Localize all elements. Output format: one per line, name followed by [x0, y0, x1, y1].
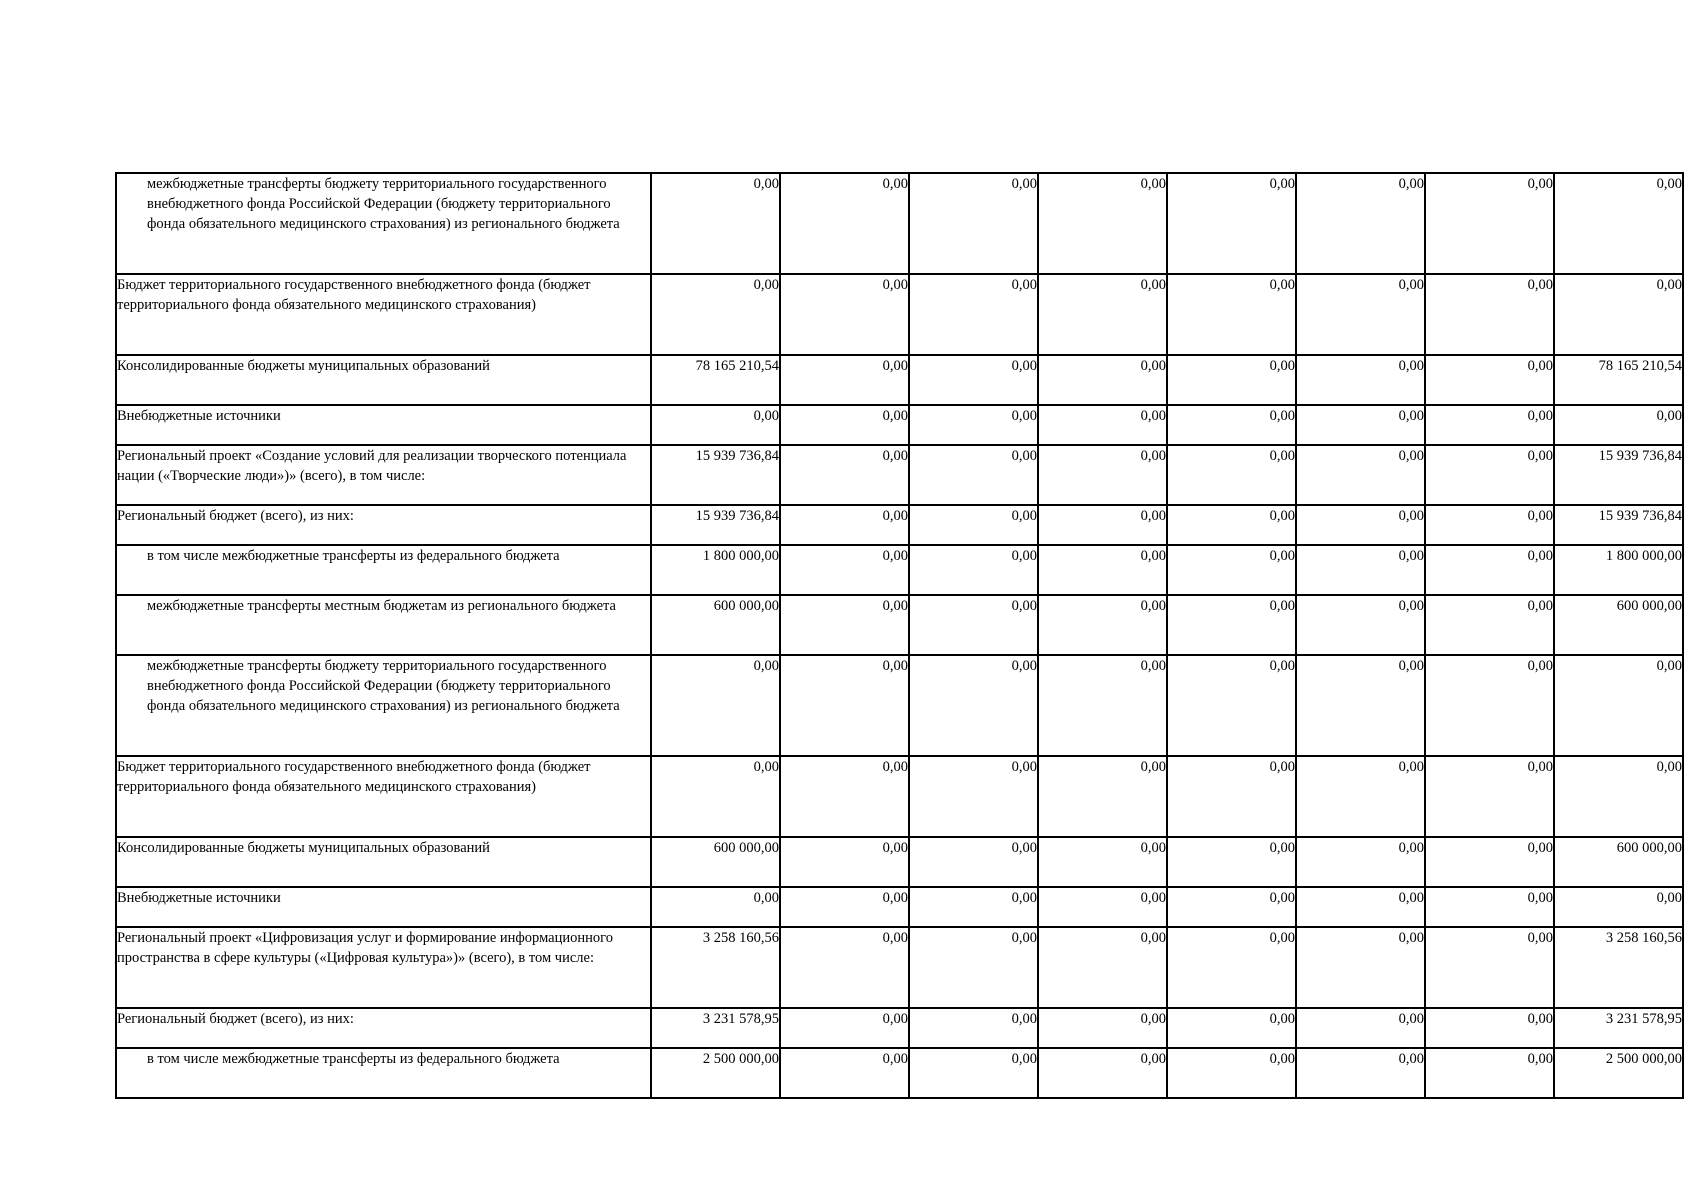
- cell-value: 0,00: [1554, 405, 1683, 445]
- cell-value: 0,00: [780, 595, 909, 655]
- table-row: [116, 1048, 1683, 1098]
- cell-value: 0,00: [909, 1048, 1038, 1098]
- cell-value: 0,00: [1167, 505, 1296, 545]
- cell-value: 0,00: [1038, 405, 1167, 445]
- cell-value: 0,00: [1167, 545, 1296, 595]
- cell-value: 0,00: [1296, 405, 1425, 445]
- table-row: [116, 445, 1683, 505]
- cell-value: 0,00: [1167, 927, 1296, 1008]
- cell-value: 3 231 578,95: [651, 1008, 780, 1048]
- cell-value: 1 800 000,00: [1554, 545, 1683, 595]
- table-row: [116, 405, 1683, 445]
- table-row: [116, 927, 1683, 1008]
- cell-value: 15 939 736,84: [1554, 445, 1683, 505]
- cell-value: 0,00: [780, 1008, 909, 1048]
- row-label: в том числе межбюджетные трансферты из федерального бюджета: [116, 1048, 651, 1098]
- table-row: [116, 756, 1683, 837]
- cell-value: 0,00: [909, 173, 1038, 274]
- cell-value: 0,00: [1167, 756, 1296, 837]
- cell-value: 0,00: [1554, 887, 1683, 927]
- cell-value: 600 000,00: [1554, 837, 1683, 887]
- cell-value: 15 939 736,84: [651, 445, 780, 505]
- cell-value: 0,00: [780, 1048, 909, 1098]
- cell-value: 0,00: [909, 887, 1038, 927]
- cell-value: 0,00: [1296, 887, 1425, 927]
- cell-value: 0,00: [1038, 927, 1167, 1008]
- cell-value: 0,00: [909, 355, 1038, 405]
- table-row: [116, 655, 1683, 756]
- cell-value: 0,00: [1296, 355, 1425, 405]
- row-label: Региональный проект «Цифровизация услуг и формирование информационного пространства в сфере культуры («Цифровая культура»)» (всего), в том числе:: [116, 927, 651, 1008]
- cell-value: 0,00: [909, 595, 1038, 655]
- cell-value: 0,00: [909, 1008, 1038, 1048]
- cell-value: 0,00: [780, 837, 909, 887]
- cell-value: 0,00: [780, 505, 909, 545]
- cell-value: 2 500 000,00: [1554, 1048, 1683, 1098]
- cell-value: 600 000,00: [651, 837, 780, 887]
- cell-value: 0,00: [1038, 445, 1167, 505]
- row-label: Региональный бюджет (всего), из них:: [116, 505, 651, 545]
- budget-table: [115, 172, 1684, 1099]
- table-row: [116, 1008, 1683, 1048]
- cell-value: 0,00: [909, 274, 1038, 355]
- cell-value: 0,00: [1554, 756, 1683, 837]
- cell-value: 0,00: [1038, 505, 1167, 545]
- cell-value: 78 165 210,54: [1554, 355, 1683, 405]
- cell-value: 0,00: [1296, 274, 1425, 355]
- cell-value: 0,00: [780, 445, 909, 505]
- cell-value: 0,00: [1296, 756, 1425, 837]
- cell-value: 0,00: [1296, 173, 1425, 274]
- cell-value: 0,00: [909, 756, 1038, 837]
- cell-value: 0,00: [1038, 274, 1167, 355]
- cell-value: 0,00: [909, 545, 1038, 595]
- cell-value: 0,00: [1038, 887, 1167, 927]
- cell-value: 0,00: [1167, 445, 1296, 505]
- cell-value: 0,00: [1554, 655, 1683, 756]
- cell-value: 0,00: [780, 545, 909, 595]
- cell-value: 0,00: [1038, 173, 1167, 274]
- table-row: [116, 173, 1683, 274]
- cell-value: 0,00: [651, 655, 780, 756]
- cell-value: 0,00: [1425, 595, 1554, 655]
- cell-value: 0,00: [1296, 505, 1425, 545]
- cell-value: 0,00: [1038, 1008, 1167, 1048]
- cell-value: 0,00: [651, 405, 780, 445]
- table-row: [116, 837, 1683, 887]
- cell-value: 3 258 160,56: [1554, 927, 1683, 1008]
- cell-value: 0,00: [651, 887, 780, 927]
- cell-value: 0,00: [1038, 837, 1167, 887]
- cell-value: 0,00: [1296, 1008, 1425, 1048]
- cell-value: 15 939 736,84: [651, 505, 780, 545]
- table-row: [116, 595, 1683, 655]
- table-row: [116, 505, 1683, 545]
- cell-value: 600 000,00: [651, 595, 780, 655]
- cell-value: 0,00: [1296, 837, 1425, 887]
- cell-value: 0,00: [1038, 595, 1167, 655]
- cell-value: 0,00: [1425, 1048, 1554, 1098]
- cell-value: 15 939 736,84: [1554, 505, 1683, 545]
- cell-value: 0,00: [780, 655, 909, 756]
- row-label: межбюджетные трансферты местным бюджетам из регионального бюджета: [116, 595, 651, 655]
- cell-value: 0,00: [1425, 545, 1554, 595]
- row-label: Внебюджетные источники: [116, 887, 651, 927]
- row-label: Внебюджетные источники: [116, 405, 651, 445]
- cell-value: 600 000,00: [1554, 595, 1683, 655]
- cell-value: 0,00: [780, 274, 909, 355]
- cell-value: 0,00: [1167, 887, 1296, 927]
- row-label: Бюджет территориального государственного внебюджетного фонда (бюджет территориального фонда обязательного медицинского страхования): [116, 756, 651, 837]
- cell-value: 0,00: [1554, 173, 1683, 274]
- table-row: [116, 355, 1683, 405]
- table-row: [116, 274, 1683, 355]
- cell-value: 0,00: [1038, 1048, 1167, 1098]
- cell-value: 0,00: [651, 756, 780, 837]
- cell-value: 0,00: [1167, 274, 1296, 355]
- cell-value: 0,00: [1425, 927, 1554, 1008]
- cell-value: 0,00: [651, 173, 780, 274]
- cell-value: 0,00: [1425, 445, 1554, 505]
- cell-value: 0,00: [1167, 837, 1296, 887]
- cell-value: 0,00: [909, 505, 1038, 545]
- cell-value: 0,00: [1425, 837, 1554, 887]
- cell-value: 0,00: [780, 355, 909, 405]
- cell-value: 0,00: [1425, 887, 1554, 927]
- cell-value: 0,00: [780, 887, 909, 927]
- cell-value: 0,00: [780, 927, 909, 1008]
- cell-value: 0,00: [1038, 355, 1167, 405]
- cell-value: 0,00: [780, 756, 909, 837]
- cell-value: 0,00: [909, 927, 1038, 1008]
- cell-value: 0,00: [1296, 545, 1425, 595]
- cell-value: 0,00: [1296, 927, 1425, 1008]
- cell-value: 0,00: [1296, 1048, 1425, 1098]
- cell-value: 0,00: [1167, 1008, 1296, 1048]
- cell-value: 0,00: [1038, 655, 1167, 756]
- cell-value: 2 500 000,00: [651, 1048, 780, 1098]
- cell-value: 0,00: [1425, 355, 1554, 405]
- cell-value: 0,00: [909, 837, 1038, 887]
- cell-value: 3 258 160,56: [651, 927, 780, 1008]
- cell-value: 0,00: [780, 173, 909, 274]
- cell-value: 0,00: [1167, 355, 1296, 405]
- cell-value: 78 165 210,54: [651, 355, 780, 405]
- table-row: [116, 887, 1683, 927]
- cell-value: 0,00: [1425, 1008, 1554, 1048]
- row-label: межбюджетные трансферты бюджету территориального государственного внебюджетного фонда Российской Федерации (бюджету территориального фонда обязательного медицинского страхования) из регионального бюджета: [116, 173, 651, 274]
- cell-value: 0,00: [909, 405, 1038, 445]
- row-label: Консолидированные бюджеты муниципальных образований: [116, 355, 651, 405]
- cell-value: 0,00: [1425, 173, 1554, 274]
- cell-value: 0,00: [1425, 505, 1554, 545]
- cell-value: 0,00: [1296, 655, 1425, 756]
- cell-value: 1 800 000,00: [651, 545, 780, 595]
- row-label: Региональный проект «Создание условий для реализации творческого потенциала нации («Творческие люди»)» (всего), в том числе:: [116, 445, 651, 505]
- row-label: Консолидированные бюджеты муниципальных образований: [116, 837, 651, 887]
- cell-value: 0,00: [1167, 405, 1296, 445]
- cell-value: 0,00: [1038, 756, 1167, 837]
- cell-value: 3 231 578,95: [1554, 1008, 1683, 1048]
- row-label: Бюджет территориального государственного внебюджетного фонда (бюджет территориального фонда обязательного медицинского страхования): [116, 274, 651, 355]
- cell-value: 0,00: [1167, 1048, 1296, 1098]
- row-label: в том числе межбюджетные трансферты из федерального бюджета: [116, 545, 651, 595]
- cell-value: 0,00: [651, 274, 780, 355]
- cell-value: 0,00: [1167, 173, 1296, 274]
- row-label: межбюджетные трансферты бюджету территориального государственного внебюджетного фонда Российской Федерации (бюджету территориального фонда обязательного медицинского страхования) из регионального бюджета: [116, 655, 651, 756]
- cell-value: 0,00: [780, 405, 909, 445]
- cell-value: 0,00: [909, 655, 1038, 756]
- row-label: Региональный бюджет (всего), из них:: [116, 1008, 651, 1048]
- table-row: [116, 545, 1683, 595]
- cell-value: 0,00: [1425, 274, 1554, 355]
- cell-value: 0,00: [1038, 545, 1167, 595]
- cell-value: 0,00: [1425, 655, 1554, 756]
- cell-value: 0,00: [1425, 756, 1554, 837]
- cell-value: 0,00: [1296, 445, 1425, 505]
- cell-value: 0,00: [1554, 274, 1683, 355]
- cell-value: 0,00: [1296, 595, 1425, 655]
- cell-value: 0,00: [1167, 655, 1296, 756]
- cell-value: 0,00: [909, 445, 1038, 505]
- cell-value: 0,00: [1425, 405, 1554, 445]
- cell-value: 0,00: [1167, 595, 1296, 655]
